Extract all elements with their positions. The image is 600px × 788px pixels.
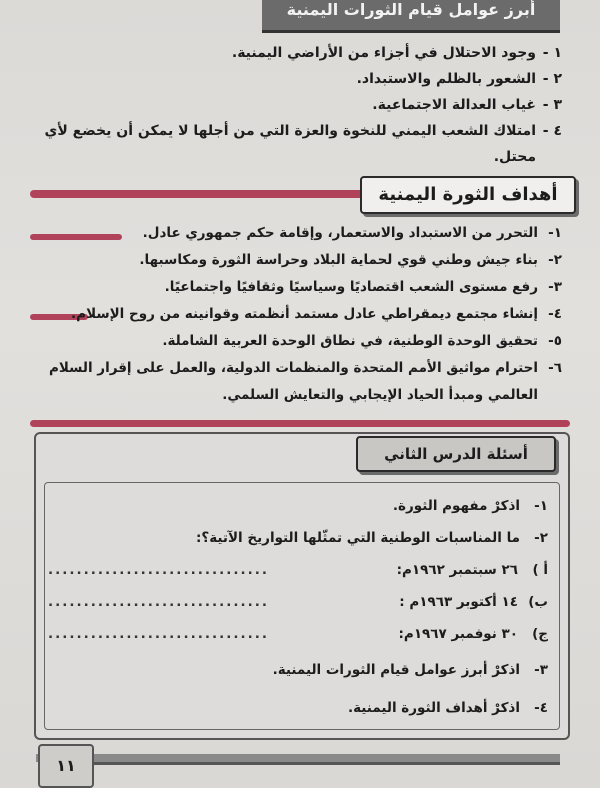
list-item: ٤- إنشاء مجتمع ديمقراطي عادل مستمد أنظمته وقوانينه من روح الإسلام. bbox=[71, 306, 562, 322]
banner-title: أبرز عوامل قيام الثورات اليمنية bbox=[286, 0, 536, 19]
list-item: ٦- احترام مواثيق الأمم المتحدة والمنظمات الدولية، والعمل على إقرار السلام العالمي ومبدأ الحياد الإيجابي والتعايش السلمي. bbox=[49, 360, 562, 403]
list-item: ٥- تحقيق الوحدة الوطنية، في نطاق الوحدة العربية الشاملة. bbox=[162, 333, 562, 349]
list-item: ٢ - الشعور بالظلم والاستبداد. bbox=[356, 71, 562, 87]
factors-list bbox=[22, 40, 562, 170]
sub-question-b: ب) ١٤ أكتوبر ١٩٦٣م : ............................... bbox=[48, 586, 548, 618]
list-item: ٤ - امتلاك الشعب اليمني للنخوة والعزة التي من أجلها لا يمكن أن يخضع لأي محتل. bbox=[44, 123, 562, 165]
question-2: ٢- ما المناسبات الوطنية التي تمثّلها التواريخ الآتية؟: bbox=[196, 530, 548, 546]
goals-list bbox=[17, 220, 562, 409]
section-header-questions bbox=[356, 436, 556, 472]
sub-question-c: ج) ٣٠ نوفمبر ١٩٦٧م: ............................... bbox=[48, 618, 548, 650]
answer-blank[interactable]: ............................... bbox=[48, 626, 269, 642]
questions-list bbox=[48, 490, 548, 724]
answer-blank[interactable]: ............................... bbox=[48, 594, 269, 610]
section-banner-top bbox=[262, 0, 560, 33]
section-title: أسئلة الدرس الثاني bbox=[384, 445, 528, 463]
footer-bar bbox=[36, 754, 560, 762]
list-item: ٣ - غياب العدالة الاجتماعية. bbox=[372, 97, 562, 113]
section-title: أهداف الثورة اليمنية bbox=[378, 184, 558, 205]
answer-blank[interactable]: ............................... bbox=[48, 562, 269, 578]
underline-mark bbox=[30, 420, 570, 427]
question-4: ٤- اذكرْ أهداف الثورة اليمنية. bbox=[347, 700, 548, 716]
list-item: ٢- بناء جيش وطني قوي لحماية البلاد وحراسة الثورة ومكاسبها. bbox=[139, 252, 562, 268]
list-item: ٣- رفع مستوى الشعب اقتصاديًا وسياسيًا وثقافيًا واجتماعيًا. bbox=[164, 279, 562, 295]
underline-mark bbox=[30, 190, 368, 198]
page-number: ١١ bbox=[38, 744, 94, 788]
question-1: ١- اذكرْ مفهوم الثورة. bbox=[392, 498, 548, 514]
footer-line bbox=[90, 762, 560, 765]
section-header-goals bbox=[360, 176, 576, 214]
list-item: ١- التحرر من الاستبداد والاستعمار، وإقامة حكم جمهوري عادل. bbox=[142, 225, 562, 241]
sub-question-a: أ ) ٢٦ سبتمبر ١٩٦٢م: ............................... bbox=[48, 554, 548, 586]
list-item: ١ - وجود الاحتلال في أجزاء من الأراضي اليمنية. bbox=[231, 45, 562, 61]
question-3: ٣- اذكرْ أبرز عوامل قيام الثورات اليمنية. bbox=[272, 662, 548, 678]
